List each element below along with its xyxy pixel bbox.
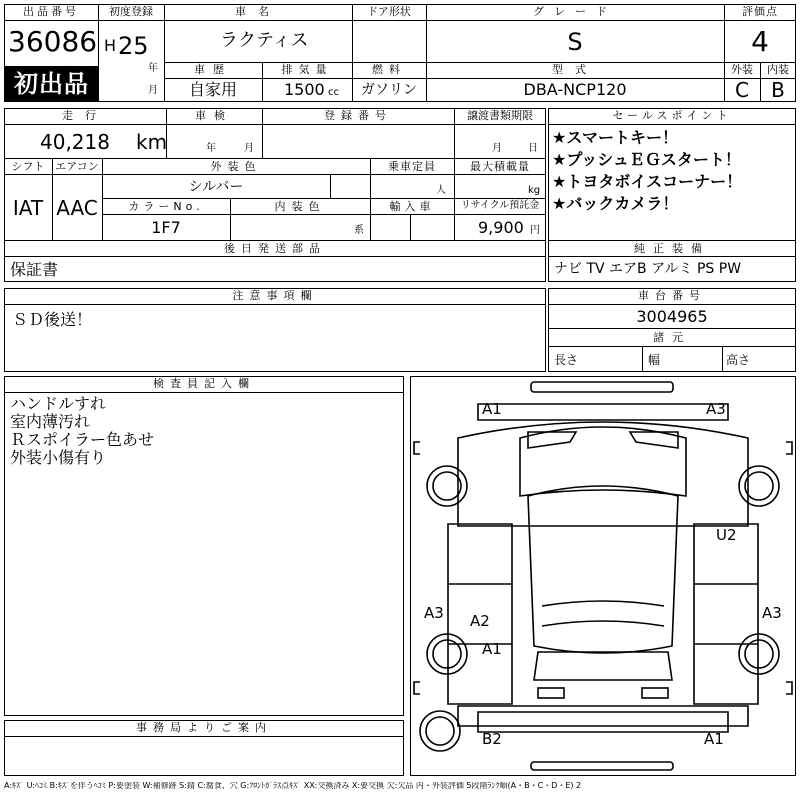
car-outline <box>410 376 796 776</box>
score-label: 評価点 <box>742 5 778 18</box>
first-reg-year: 25 <box>118 32 149 60</box>
inspector-line: 室内薄汚れ <box>10 412 91 431</box>
shift-label: シフト <box>11 160 45 173</box>
later-parts: 保証書 <box>10 260 59 279</box>
interior-grade: B <box>771 78 785 102</box>
notes-label: 注意事項欄 <box>232 289 318 302</box>
inspection-year: 年 <box>206 143 216 154</box>
exterior-label: 外装 <box>731 63 753 76</box>
damage-code-left-side: A3 <box>424 604 444 622</box>
later-parts-label: 後日発送部品 <box>224 242 326 255</box>
mileage: 40,218 <box>40 130 110 154</box>
transfer-month: 月 <box>492 143 502 154</box>
damage-code-front-left: A1 <box>482 400 502 418</box>
ac-label: エアコン <box>55 160 99 173</box>
inspector-line: ハンドルすれ <box>10 394 107 413</box>
genuine-label: 純正装備 <box>634 242 710 255</box>
damage-code-rear-right: A1 <box>704 730 724 748</box>
history: 自家用 <box>188 80 237 99</box>
capacity-label: 乗車定員 <box>388 160 436 173</box>
width-label: 幅 <box>648 353 661 367</box>
score: 4 <box>751 25 769 58</box>
year-unit: 年 <box>148 63 158 74</box>
grade-label: グレード <box>533 5 617 18</box>
model-label: 型式 <box>552 63 598 76</box>
door-label: ドア形状 <box>367 5 411 18</box>
notes-text: ＳＤ後送！ <box>12 310 93 329</box>
dims-label: 諸元 <box>653 331 691 344</box>
transfer-label: 譲渡書類期限 <box>467 109 533 122</box>
damage-code-left-rear-door: A2 <box>470 612 490 630</box>
damage-code-front-right: A3 <box>706 400 726 418</box>
sales-point: ★バックカメラ！ <box>552 194 679 213</box>
height-label: 高さ <box>726 353 751 367</box>
damage-code-right-door: U2 <box>716 526 737 544</box>
office-label: 事務局よりご案内 <box>136 721 272 734</box>
era: H <box>104 36 117 55</box>
load-label: 最大積載量 <box>470 160 530 173</box>
damage-code-rear-left: B2 <box>482 730 502 748</box>
model: DBA-NCP120 <box>523 80 627 99</box>
history-label: 車歴 <box>194 63 232 76</box>
legend: A:ｷｽﾞ U:ﾍｺﾐ B:ｷｽﾞを伴うﾍｺﾐ P:要塗装 W:補修跡 S:錆 C:腐食、穴 G:ﾌﾛﾝﾄｶﾞﾗｽ点ｷｽﾞ XX:交換済み X:要交換 欠:欠品 内・外装評価 5段階ﾗﾝｸ順(A・B・C・D・E) 2 <box>4 782 582 790</box>
displacement: 1500 <box>284 80 325 99</box>
recycle: 9,900 <box>478 218 524 237</box>
sales-point: ★スマートキー！ <box>552 128 679 147</box>
first-listing-badge: 初出品 <box>5 67 98 101</box>
color-no: 1F7 <box>151 218 181 237</box>
int-color-unit: 系 <box>354 225 364 236</box>
displacement-unit: cc <box>328 87 339 98</box>
damage-code-right-side: A3 <box>762 604 782 622</box>
lot-number: 36086 <box>8 25 98 58</box>
damage-code-left-quarter: A1 <box>482 640 502 658</box>
int-color-label: 内装色 <box>274 200 326 213</box>
capacity-unit: 人 <box>436 185 446 196</box>
interior-label: 内装 <box>767 63 789 76</box>
genuine-items: ナビ TV エアB アルミ PS PW <box>554 261 742 277</box>
inspection-month: 月 <box>244 143 254 154</box>
ext-color-label: 外装色 <box>210 160 262 173</box>
fuel-label: 燃料 <box>372 63 406 76</box>
ac: AAC <box>56 196 98 220</box>
transfer-day: 日 <box>528 143 538 154</box>
chassis-label: 車台番号 <box>638 289 706 302</box>
recycle-label: リサイクル預託金 <box>460 200 540 211</box>
sales-label: セールスポイント <box>612 109 732 122</box>
load-unit: kg <box>528 185 541 196</box>
inspector-label: 検査員記入欄 <box>153 377 255 390</box>
month-unit: 月 <box>148 85 158 96</box>
mileage-unit: km <box>136 130 168 154</box>
first-reg-label: 初度登録 <box>109 5 153 18</box>
import-label: 輸入車 <box>389 200 435 213</box>
lot-label: 出品番号 <box>23 5 79 18</box>
reg-no-label: 登録番号 <box>324 109 392 122</box>
ext-color: シルバー <box>188 179 244 195</box>
inspector-line: Ｒスポイラー色あせ <box>10 430 155 449</box>
grade: S <box>567 28 583 56</box>
car-name: ラクティス <box>220 30 309 51</box>
inspection-label: 車検 <box>195 109 233 122</box>
sales-point: ★トヨタボイスコーナー！ <box>552 172 743 191</box>
length-label: 長さ <box>554 353 579 367</box>
inspector-line: 外装小傷有り <box>10 448 107 467</box>
shift: IAT <box>12 196 44 220</box>
car-name-label: 車名 <box>235 5 281 18</box>
chassis-number: 3004965 <box>636 307 708 326</box>
exterior-grade: C <box>735 78 749 102</box>
displacement-label: 排気量 <box>281 63 333 76</box>
sales-point: ★プッシュＥＧスタート！ <box>552 150 741 169</box>
recycle-unit: 円 <box>530 225 540 236</box>
color-no-label: カラーNo. <box>128 200 204 213</box>
fuel: ガソリン <box>361 82 417 98</box>
mileage-label: 走行 <box>62 109 108 122</box>
